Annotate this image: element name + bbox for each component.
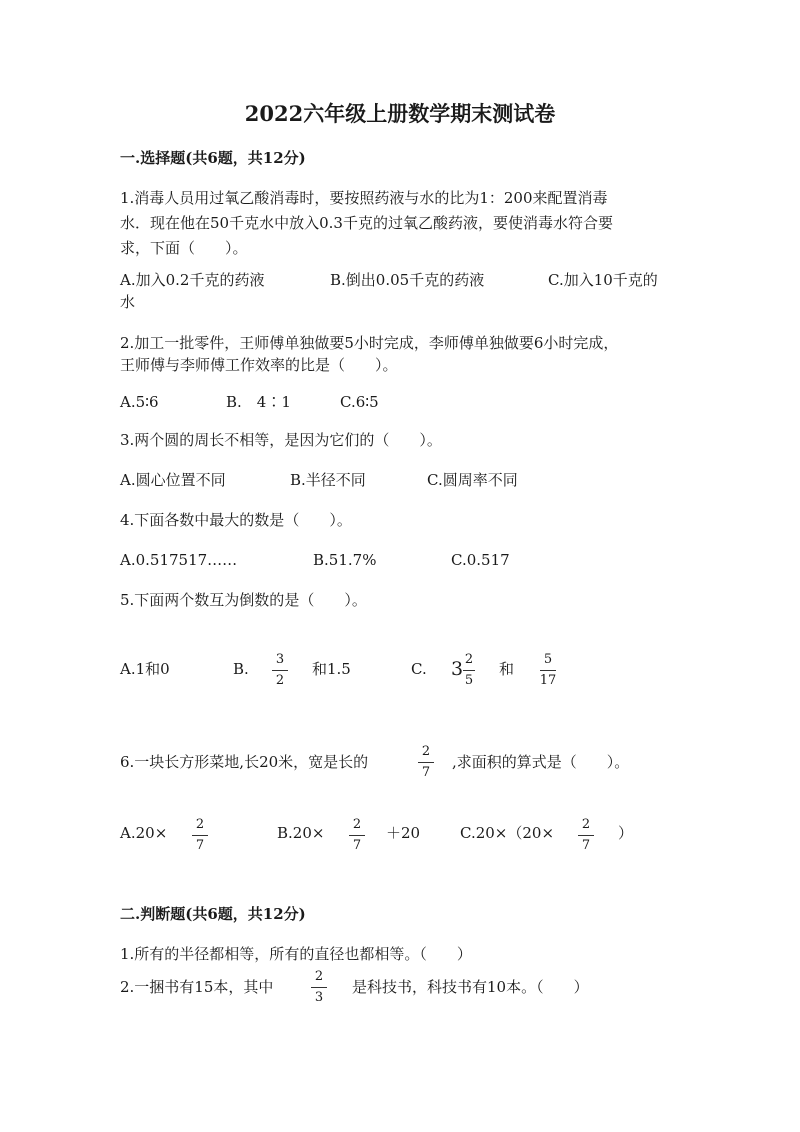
question-1-option-b: B.倒出0.05千克的药液 xyxy=(330,271,485,289)
question-2-line-1: 2.加工一批零件，王师傅单独做要5小时完成，李师傅单独做要6小时完成， xyxy=(120,334,619,352)
fraction-denominator: 7 xyxy=(421,765,431,780)
fraction-denominator: 3 xyxy=(314,990,324,1005)
true-false-question-2-start: 2.一捆书有15本，其中 xyxy=(120,978,274,996)
question-1-line-2: 水．现在他在50千克水中放入0.3千克的过氧乙酸药液，要使消毒水符合要 xyxy=(120,214,613,232)
fraction-two-sevenths xyxy=(576,818,596,853)
fraction-bar xyxy=(463,670,475,671)
fraction-denominator: 7 xyxy=(581,838,591,853)
question-5-option-c-label: C. xyxy=(411,660,427,678)
fraction-numerator: 3 xyxy=(275,652,285,667)
fraction-numerator: 2 xyxy=(464,652,474,667)
fraction-bar xyxy=(311,987,327,988)
fraction-denominator: 5 xyxy=(464,673,474,688)
question-1-option-c: C.加入10千克的 xyxy=(548,271,658,289)
question-2-option-a: A.5∶6 xyxy=(120,393,159,411)
question-3-line-1: 3.两个圆的周长不相等，是因为它们的（ ）。 xyxy=(120,431,442,449)
question-5-option-a: A.1和0 xyxy=(120,660,170,678)
question-6-line-1-start: 6.一块长方形菜地,长20米，宽是长的 xyxy=(120,753,369,771)
fraction-denominator: 7 xyxy=(195,838,205,853)
question-6-option-c-tail: ） xyxy=(618,824,634,842)
page-title: 2022六年级上册数学期末测试卷 xyxy=(244,101,556,126)
question-4-option-a: A.0.517517…… xyxy=(120,551,238,569)
question-2-line-2: 王师傅与李师傅工作效率的比是（ ）。 xyxy=(120,356,398,374)
question-3-option-a: A.圆心位置不同 xyxy=(120,471,226,489)
fraction-numerator: 2 xyxy=(581,817,591,832)
fraction-bar xyxy=(349,835,365,836)
question-1-option-c-continued: 水 xyxy=(120,293,136,311)
question-5-option-b-label: B. xyxy=(233,660,249,678)
fraction-two-sevenths xyxy=(347,818,367,853)
question-6-line-1-end: ,求面积的算式是（ ）。 xyxy=(452,753,630,771)
fraction-numerator: 2 xyxy=(314,969,324,984)
question-6-option-b-tail: ＋20 xyxy=(386,824,421,842)
question-1-line-3: 求，下面（ ）。 xyxy=(120,239,248,257)
question-1-option-a: A.加入0.2千克的药液 xyxy=(120,271,265,289)
true-false-question-1: 1.所有的半径都相等，所有的直径也都相等。（ ） xyxy=(120,945,472,963)
mixed-number-whole: 3 xyxy=(451,658,464,680)
question-2-option-b: B. 4∶1 xyxy=(226,393,291,411)
fraction-five-seventeenths xyxy=(538,653,558,688)
question-4-option-c: C.0.517 xyxy=(451,551,510,569)
section-heading-true-false: 二.判断题(共6题，共12分) xyxy=(120,905,306,923)
fraction-two-sevenths xyxy=(190,818,210,853)
fraction-denominator: 7 xyxy=(352,838,362,853)
mixed-number-fraction xyxy=(461,653,477,688)
fraction-bar xyxy=(192,835,208,836)
question-4-line-1: 4.下面各数中最大的数是（ ）。 xyxy=(120,511,352,529)
section-heading-choice: 一.选择题(共6题，共12分) xyxy=(120,149,306,167)
fraction-numerator: 5 xyxy=(543,652,553,667)
question-5-line-1: 5.下面两个数互为倒数的是（ ）。 xyxy=(120,591,367,609)
fraction-denominator: 2 xyxy=(275,673,285,688)
question-6-option-a: A.20× xyxy=(120,824,168,842)
fraction-numerator: 2 xyxy=(352,817,362,832)
question-3-option-c: C.圆周率不同 xyxy=(427,471,518,489)
question-6-option-b: B.20× xyxy=(277,824,325,842)
question-1-line-1: 1.消毒人员用过氧乙酸消毒时，要按照药液与水的比为1：200来配置消毒 xyxy=(120,189,608,207)
fraction-bar xyxy=(578,835,594,836)
question-3-option-b: B.半径不同 xyxy=(290,471,366,489)
true-false-question-2-end: 是科技书，科技书有10本。（ ） xyxy=(352,978,589,996)
question-5-option-b-tail: 和1.5 xyxy=(312,660,351,678)
fraction-two-thirds xyxy=(309,970,329,1005)
fraction-bar xyxy=(418,762,434,763)
question-2-option-c: C.6∶5 xyxy=(340,393,379,411)
fraction-denominator: 17 xyxy=(539,673,557,688)
fraction-bar xyxy=(540,670,556,671)
fraction-numerator: 2 xyxy=(421,744,431,759)
fraction-three-halves xyxy=(270,653,290,688)
question-6-option-c: C.20×（20× xyxy=(460,824,555,842)
question-5-option-c-mid: 和 xyxy=(499,660,515,678)
fraction-numerator: 2 xyxy=(195,817,205,832)
question-4-option-b: B.51.7% xyxy=(313,551,377,569)
fraction-two-sevenths xyxy=(416,745,436,780)
fraction-bar xyxy=(272,670,288,671)
